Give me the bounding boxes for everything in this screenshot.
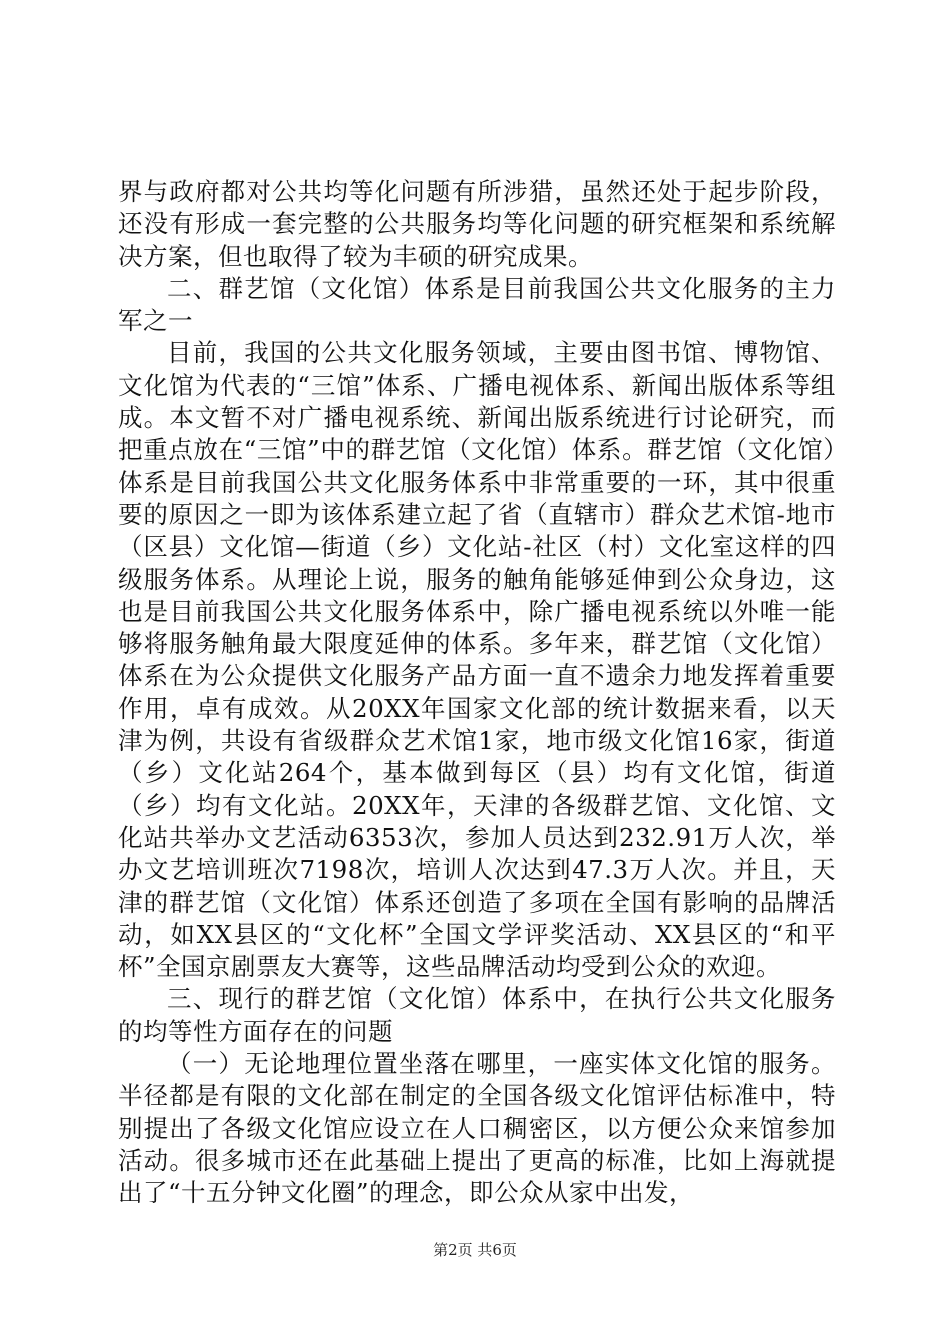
section-heading-2: 二、群艺馆（文化馆）体系是目前我国公共文化服务的主力军之一 bbox=[118, 273, 836, 336]
document-body bbox=[118, 176, 836, 1210]
paragraph-continued: 界与政府都对公共均等化问题有所涉猎，虽然还处于起步阶段，还没有形成一套完整的公共服务均等化问题的研究框架和系统解决方案，但也取得了较为丰硕的研究成果。 bbox=[118, 177, 836, 271]
paragraph-body: 目前，我国的公共文化服务领域，主要由图书馆、博物馆、文化馆为代表的“三馆”体系、广播电视体系、新闻出版体系等组成。本文暂不对广播电视系统、新闻出版系统进行讨论研究，而把重点放在“三馆”中的群艺馆（文化馆）体系。群艺馆（文化馆）体系是目前我国公共文化服务体系中非常重要的一环，其中很重要的原因之一即为该体系建立起了省（直辖市）群众艺术馆-地市（区县）文化馆—街道（乡）文化站-社区（村）文化室这样的四级服务体系。从理论上说，服务的触角能够延伸到公众身边，这也是目前我国公共文化服务体系中，除广播电视系统以外唯一能够将服务触角最大限度延伸的体系。多年来，群艺馆（文化馆）体系在为公众提供文化服务产品方面一直不遗余力地发挥着重要作用，卓有成效。从20XX年国家文化部的统计数据来看，以天津为例，共设有省级群众艺术馆1家，地市级文化馆16家，街道（乡）文化站264个，基本做到每区（县）均有文化馆，街道（乡）均有文化站。20XX年，天津的各级群艺馆、文化馆、文化站共举办文艺活动6353次，参加人员达到232.91万人次，举办文艺培训班次7198次，培训人次达到47.3万人次。并且，天津的群艺馆（文化馆）体系还创造了多项在全国有影响的品牌活动，如XX县区的“文化杯”全国文学评奖活动、XX县区的“和平杯”全国京剧票友大赛等，这些品牌活动均受到公众的欢迎。 bbox=[118, 338, 836, 982]
page-number-label: 第2页 共6页 bbox=[433, 1241, 517, 1259]
section-heading-3: 三、现行的群艺馆（文化馆）体系中，在执行公共文化服务的均等性方面存在的问题 bbox=[118, 984, 836, 1046]
paragraph-subsection-1: （一）无论地理位置坐落在哪里，一座实体文化馆的服务。半径都是有限的文化部在制定的全国各级文化馆评估标准中，特别提出了各级文化馆应设立在人口稠密区，以方便公众来馆参加活动。很多城市还在此基础上提出了更高的标准，比如上海就提出了“十五分钟文化圈”的理念，即公众从家中出发， bbox=[118, 1049, 836, 1208]
page-footer bbox=[0, 1240, 950, 1260]
